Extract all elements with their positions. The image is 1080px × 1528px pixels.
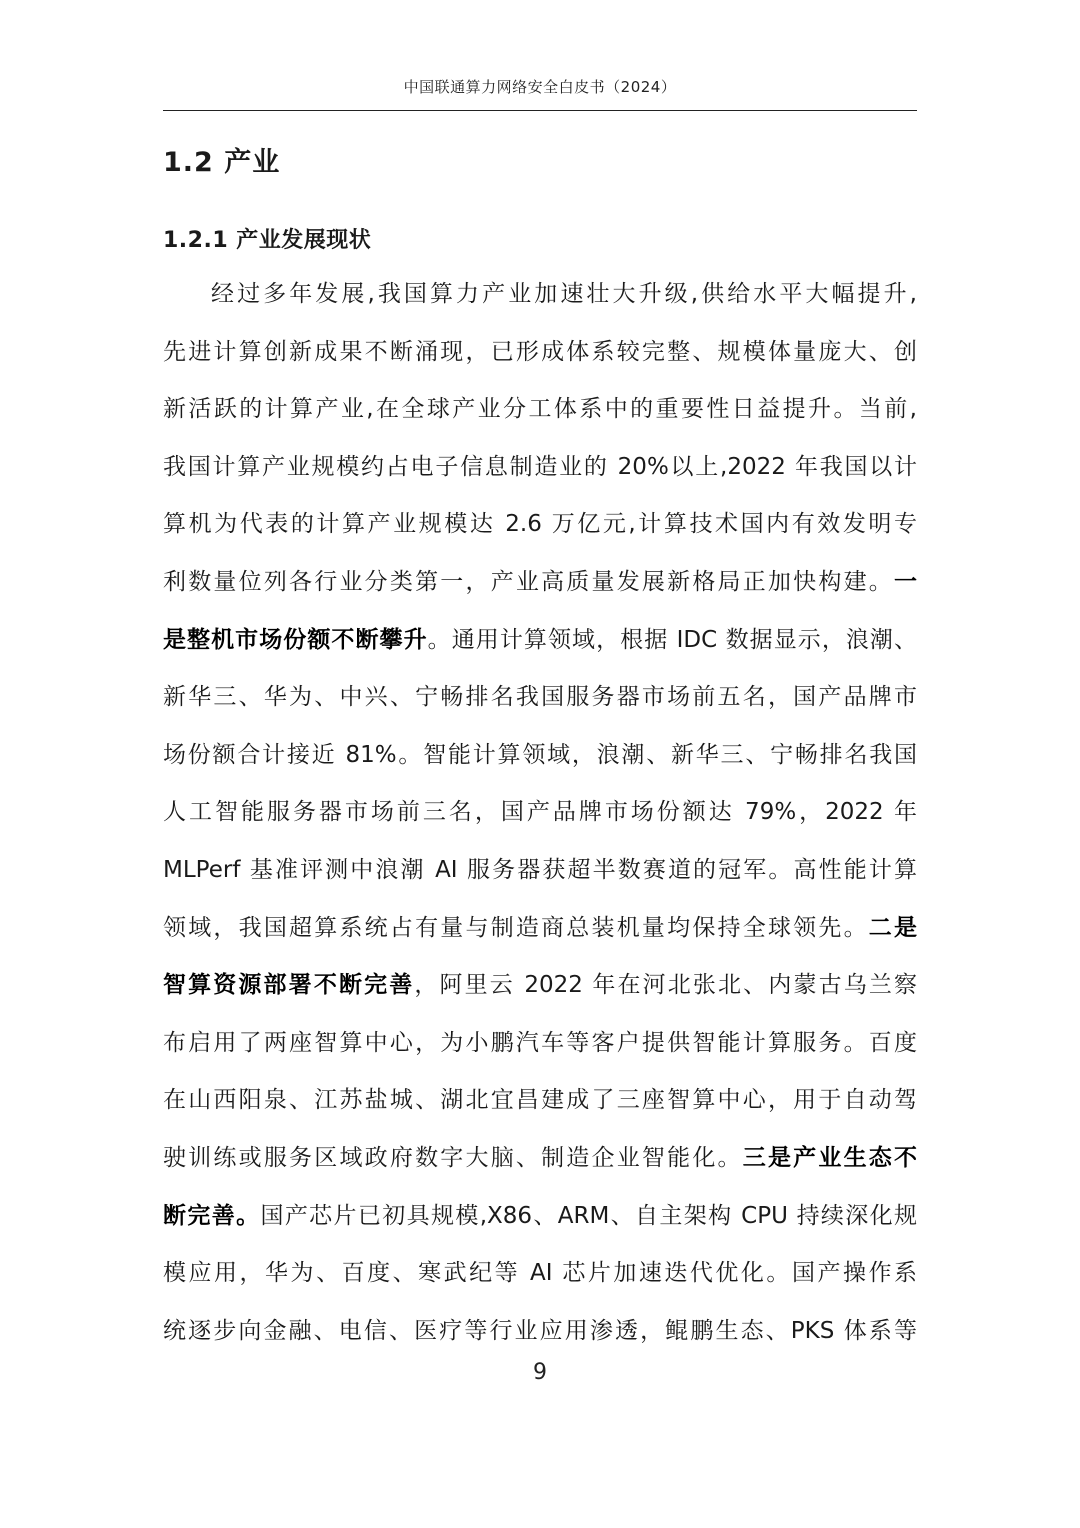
emphasis-text: 一 [894,568,917,595]
running-header: 中国联通算力网络安全白皮书（2024） [403,78,677,96]
page-number: 9 [533,1360,547,1385]
paragraph-line [163,612,917,670]
paragraph-line [163,554,917,612]
line-text: 经过多年发展,我国算力产业加速壮大升级,供给水平大幅提升, [211,281,917,307]
header-divider [163,110,917,111]
line-text: 场份额合计接近 81%。智能计算领域，浪潮、新华三、宁畅排名我国 [163,741,917,768]
paragraph-line [163,381,917,439]
section-title: 1.2 产业 [163,147,281,178]
line-text: 布启用了两座智算中心，为小鹏汽车等客户提供智能计算服务。百度 [163,1029,917,1056]
line-text: 模应用，华为、百度、寒武纪等 AI 芯片加速迭代优化。国产操作系 [163,1260,917,1287]
line-text: 领域，我国超算系统占有量与制造商总装机量均保持全球领先。 [163,914,869,941]
emphasis-text: 三是产业生态不 [742,1144,917,1171]
paragraph-line [163,669,917,727]
paragraph-line [163,900,917,958]
line-text: 新华三、华为、中兴、宁畅排名我国服务器市场前五名，国产品牌市 [163,684,917,711]
paragraph-line [163,496,917,554]
line-text: 国产芯片已初具规模,X86、ARM、自主架构 CPU 持续深化规 [260,1202,917,1229]
subsection-title: 1.2.1 产业发展现状 [163,228,372,253]
emphasis-text: 是整机市场份额不断攀升 [163,626,428,653]
paragraph-line [163,1303,917,1361]
line-text: 统逐步向金融、电信、医疗等行业应用渗透，鲲鹏生态、PKS 体系等 [163,1317,917,1344]
paragraph-line [163,1188,917,1246]
emphasis-text: 二是 [868,914,917,941]
emphasis-text: 智算资源部署不断完善 [163,972,415,999]
line-text: 算机为代表的计算产业规模达 2.6 万亿元,计算技术国内有效发明专 [163,511,917,538]
line-text: 先进计算创新成果不断涌现，已形成体系较完整、规模体量庞大、创 [163,338,917,365]
paragraph-line [163,957,917,1015]
paragraph-line [163,266,917,324]
line-text: 。通用计算领域，根据 IDC 数据显示，浪潮、 [427,626,917,653]
paragraph-line [163,1072,917,1130]
paragraph-line [163,439,917,497]
paragraph-line [163,842,917,900]
paragraph-line [163,784,917,842]
line-text: 新活跃的计算产业,在全球产业分工体系中的重要性日益提升。当前, [163,396,917,423]
paragraph-line [163,1245,917,1303]
line-text: MLPerf 基准评测中浪潮 AI 服务器获超半数赛道的冠军。高性能计算 [163,856,917,883]
line-text: ，阿里云 2022 年在河北张北、内蒙古乌兰察 [414,972,917,999]
paragraph-line [163,727,917,785]
emphasis-text: 断完善。 [163,1202,261,1229]
paragraph-line [163,324,917,382]
line-text: 人工智能服务器市场前三名，国产品牌市场份额达 79%，2022 年 [163,799,917,826]
line-text: 利数量位列各行业分类第一，产业高质量发展新格局正加快构建。 [163,568,894,595]
line-text: 在山西阳泉、江苏盐城、湖北宜昌建成了三座智算中心，用于自动驾 [163,1087,917,1114]
line-text: 我国计算产业规模约占电子信息制造业的 20%以上,2022 年我国以计 [163,453,917,480]
paragraph-line [163,1015,917,1073]
paragraph-line [163,1130,917,1188]
line-text: 驶训练或服务区域政府数字大脑、制造企业智能化。 [163,1144,743,1171]
body-paragraph [163,266,917,1360]
